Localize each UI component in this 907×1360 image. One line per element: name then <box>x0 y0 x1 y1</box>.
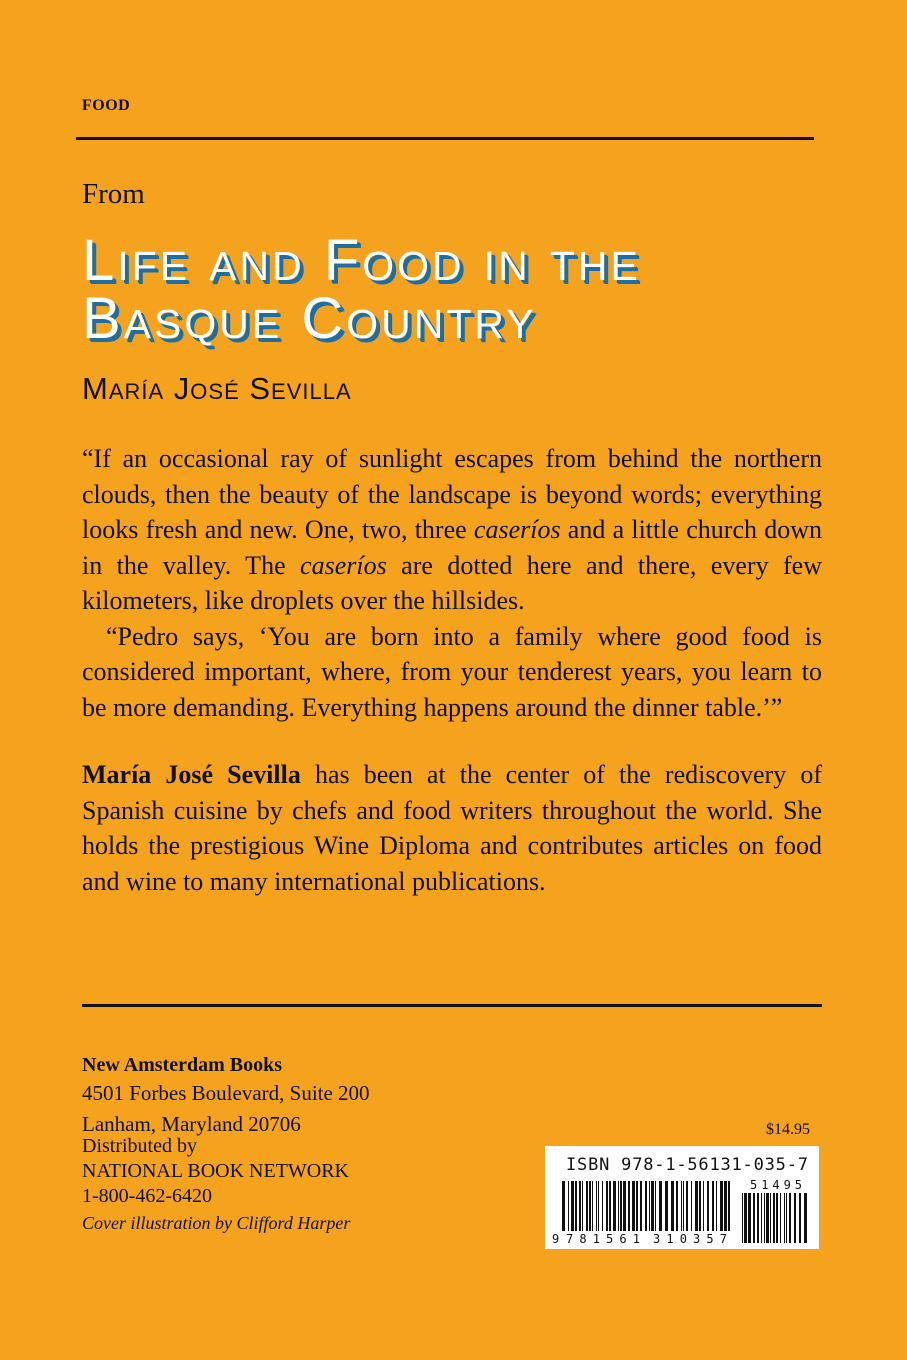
barcode-bar <box>681 1181 682 1231</box>
barcode-bar <box>665 1181 668 1231</box>
barcode-bar <box>748 1193 751 1243</box>
barcode-bar <box>753 1193 755 1243</box>
barcode-bar <box>640 1181 642 1231</box>
barcode-bar <box>632 1181 635 1231</box>
barcode-bar <box>598 1181 599 1231</box>
barcode-bar <box>724 1181 727 1231</box>
publisher-block <box>82 1053 370 1140</box>
from-label: From <box>82 178 145 210</box>
addon-digits: 51495 <box>750 1179 802 1192</box>
barcode-bar <box>804 1193 807 1243</box>
barcode-bar <box>757 1193 759 1243</box>
barcode-bar <box>799 1193 801 1243</box>
barcode-bar <box>623 1181 626 1231</box>
price-label: $14.95 <box>766 1121 810 1138</box>
barcode-bar <box>773 1193 775 1243</box>
barcode-bar <box>586 1181 588 1231</box>
barcode-bar <box>618 1181 619 1231</box>
barcode-bar <box>589 1181 591 1231</box>
cover-credit: Cover illustration by Clifford Harper <box>82 1213 351 1233</box>
barcode-bar <box>609 1181 611 1231</box>
barcode-bar <box>579 1181 581 1231</box>
bio-text: has been at the center of the rediscovery of Spanish cuisine by chefs and food writers throughout the world. She holds the prestigious Wine Diploma and contributes articles on food and wine to many international publications. <box>82 760 822 896</box>
barcode-bar <box>728 1181 730 1231</box>
barcode-bar <box>613 1181 616 1231</box>
barcode-bar <box>606 1181 608 1231</box>
barcode-bar <box>776 1193 778 1243</box>
distributor-block <box>82 1134 349 1209</box>
barcode-bar <box>703 1181 704 1231</box>
barcode-bar <box>789 1193 791 1243</box>
barcode-bar <box>712 1181 714 1231</box>
barcode-bar <box>683 1181 684 1231</box>
barcode-bar <box>645 1181 647 1231</box>
barcode-bar <box>744 1193 747 1243</box>
category-label: FOOD <box>82 97 131 114</box>
distributor-label: Distributed by <box>82 1135 197 1157</box>
barcode-bar <box>620 1181 622 1231</box>
author-name: María José Sevilla <box>82 371 352 406</box>
barcode-bar <box>761 1193 762 1243</box>
barcode-bar <box>786 1193 787 1243</box>
barcode-bar <box>707 1181 709 1231</box>
barcode-bar <box>636 1181 638 1231</box>
addon-barcode-bars <box>742 1193 807 1243</box>
book-title-line-1: Life and Food in the <box>82 228 641 293</box>
ean-first-digit: 9 <box>552 1232 560 1245</box>
barcode-bar <box>720 1181 723 1231</box>
barcode-bar <box>671 1181 674 1231</box>
ean-barcode-bars <box>562 1181 730 1231</box>
barcode-bar <box>596 1181 597 1231</box>
excerpt-quote <box>82 441 822 725</box>
barcode-bar <box>602 1181 603 1231</box>
barcode-bar <box>676 1181 678 1231</box>
barcode-bar <box>764 1193 765 1243</box>
barcode-bar <box>575 1181 577 1231</box>
publisher-address-1: 4501 Forbes Boulevard, Suite 200 <box>82 1081 370 1105</box>
barcode-bar <box>742 1193 743 1243</box>
barcode-bar <box>716 1181 717 1231</box>
barcode-bar <box>691 1181 692 1231</box>
barcode-graphic <box>552 1179 814 1245</box>
barcode-bar <box>628 1181 630 1231</box>
italic-word: caseríos <box>300 550 387 580</box>
barcode-bar <box>766 1193 769 1243</box>
barcode-bar <box>794 1193 796 1243</box>
barcode-bar <box>686 1181 688 1231</box>
barcode-bar <box>582 1181 583 1231</box>
ean-right-digits: 310357 <box>653 1232 727 1245</box>
barcode-bar <box>568 1181 569 1231</box>
barcode-bar <box>770 1193 771 1243</box>
barcode-bar <box>571 1181 574 1231</box>
distributor-name: NATIONAL BOOK NETWORK <box>82 1160 350 1182</box>
publisher-name: New Amsterdam Books <box>82 1054 282 1076</box>
barcode-bar <box>651 1181 654 1231</box>
barcode-bar <box>655 1181 656 1231</box>
book-title-line-2: Basque Country <box>82 286 537 351</box>
publisher-address-2: Lanham, Maryland 20706 <box>82 1112 301 1136</box>
distributor-phone: 1-800-462-6420 <box>82 1185 212 1207</box>
barcode-bar <box>649 1181 650 1231</box>
barcode-bar <box>695 1181 698 1231</box>
quote-paragraph-2: “Pedro says, ‘You are born into a family where good food is considered important, where, from your tenderest years, you learn to be more demanding. Everything happens around the dinner table.’” <box>82 621 822 722</box>
barcode-bar <box>784 1193 785 1243</box>
author-bio <box>82 757 822 899</box>
top-divider <box>76 137 814 140</box>
quote-paragraph-1: “If an occasional ray of sunlight escapes from behind the northern clouds, then the beauty of the landscape is beyond words; everything looks fresh and new. One, two, three caseríos and a little church down in the valley. The caseríos are dotted here and there, every few kilometers, like droplets over the hillsides. <box>82 444 822 615</box>
bottom-divider <box>82 1004 822 1007</box>
barcode-bar <box>699 1181 701 1231</box>
book-title <box>82 228 641 351</box>
barcode-bar <box>592 1181 593 1231</box>
ean-left-digits: 781561 <box>566 1232 640 1245</box>
isbn-text: ISBN 978-1-56131-035-7 <box>566 1155 809 1175</box>
barcode-bar <box>562 1181 565 1231</box>
italic-word: caseríos <box>473 515 561 544</box>
barcode-bar <box>659 1181 662 1231</box>
bio-author-name: María José Sevilla <box>82 760 301 789</box>
barcode-bar <box>780 1193 781 1243</box>
